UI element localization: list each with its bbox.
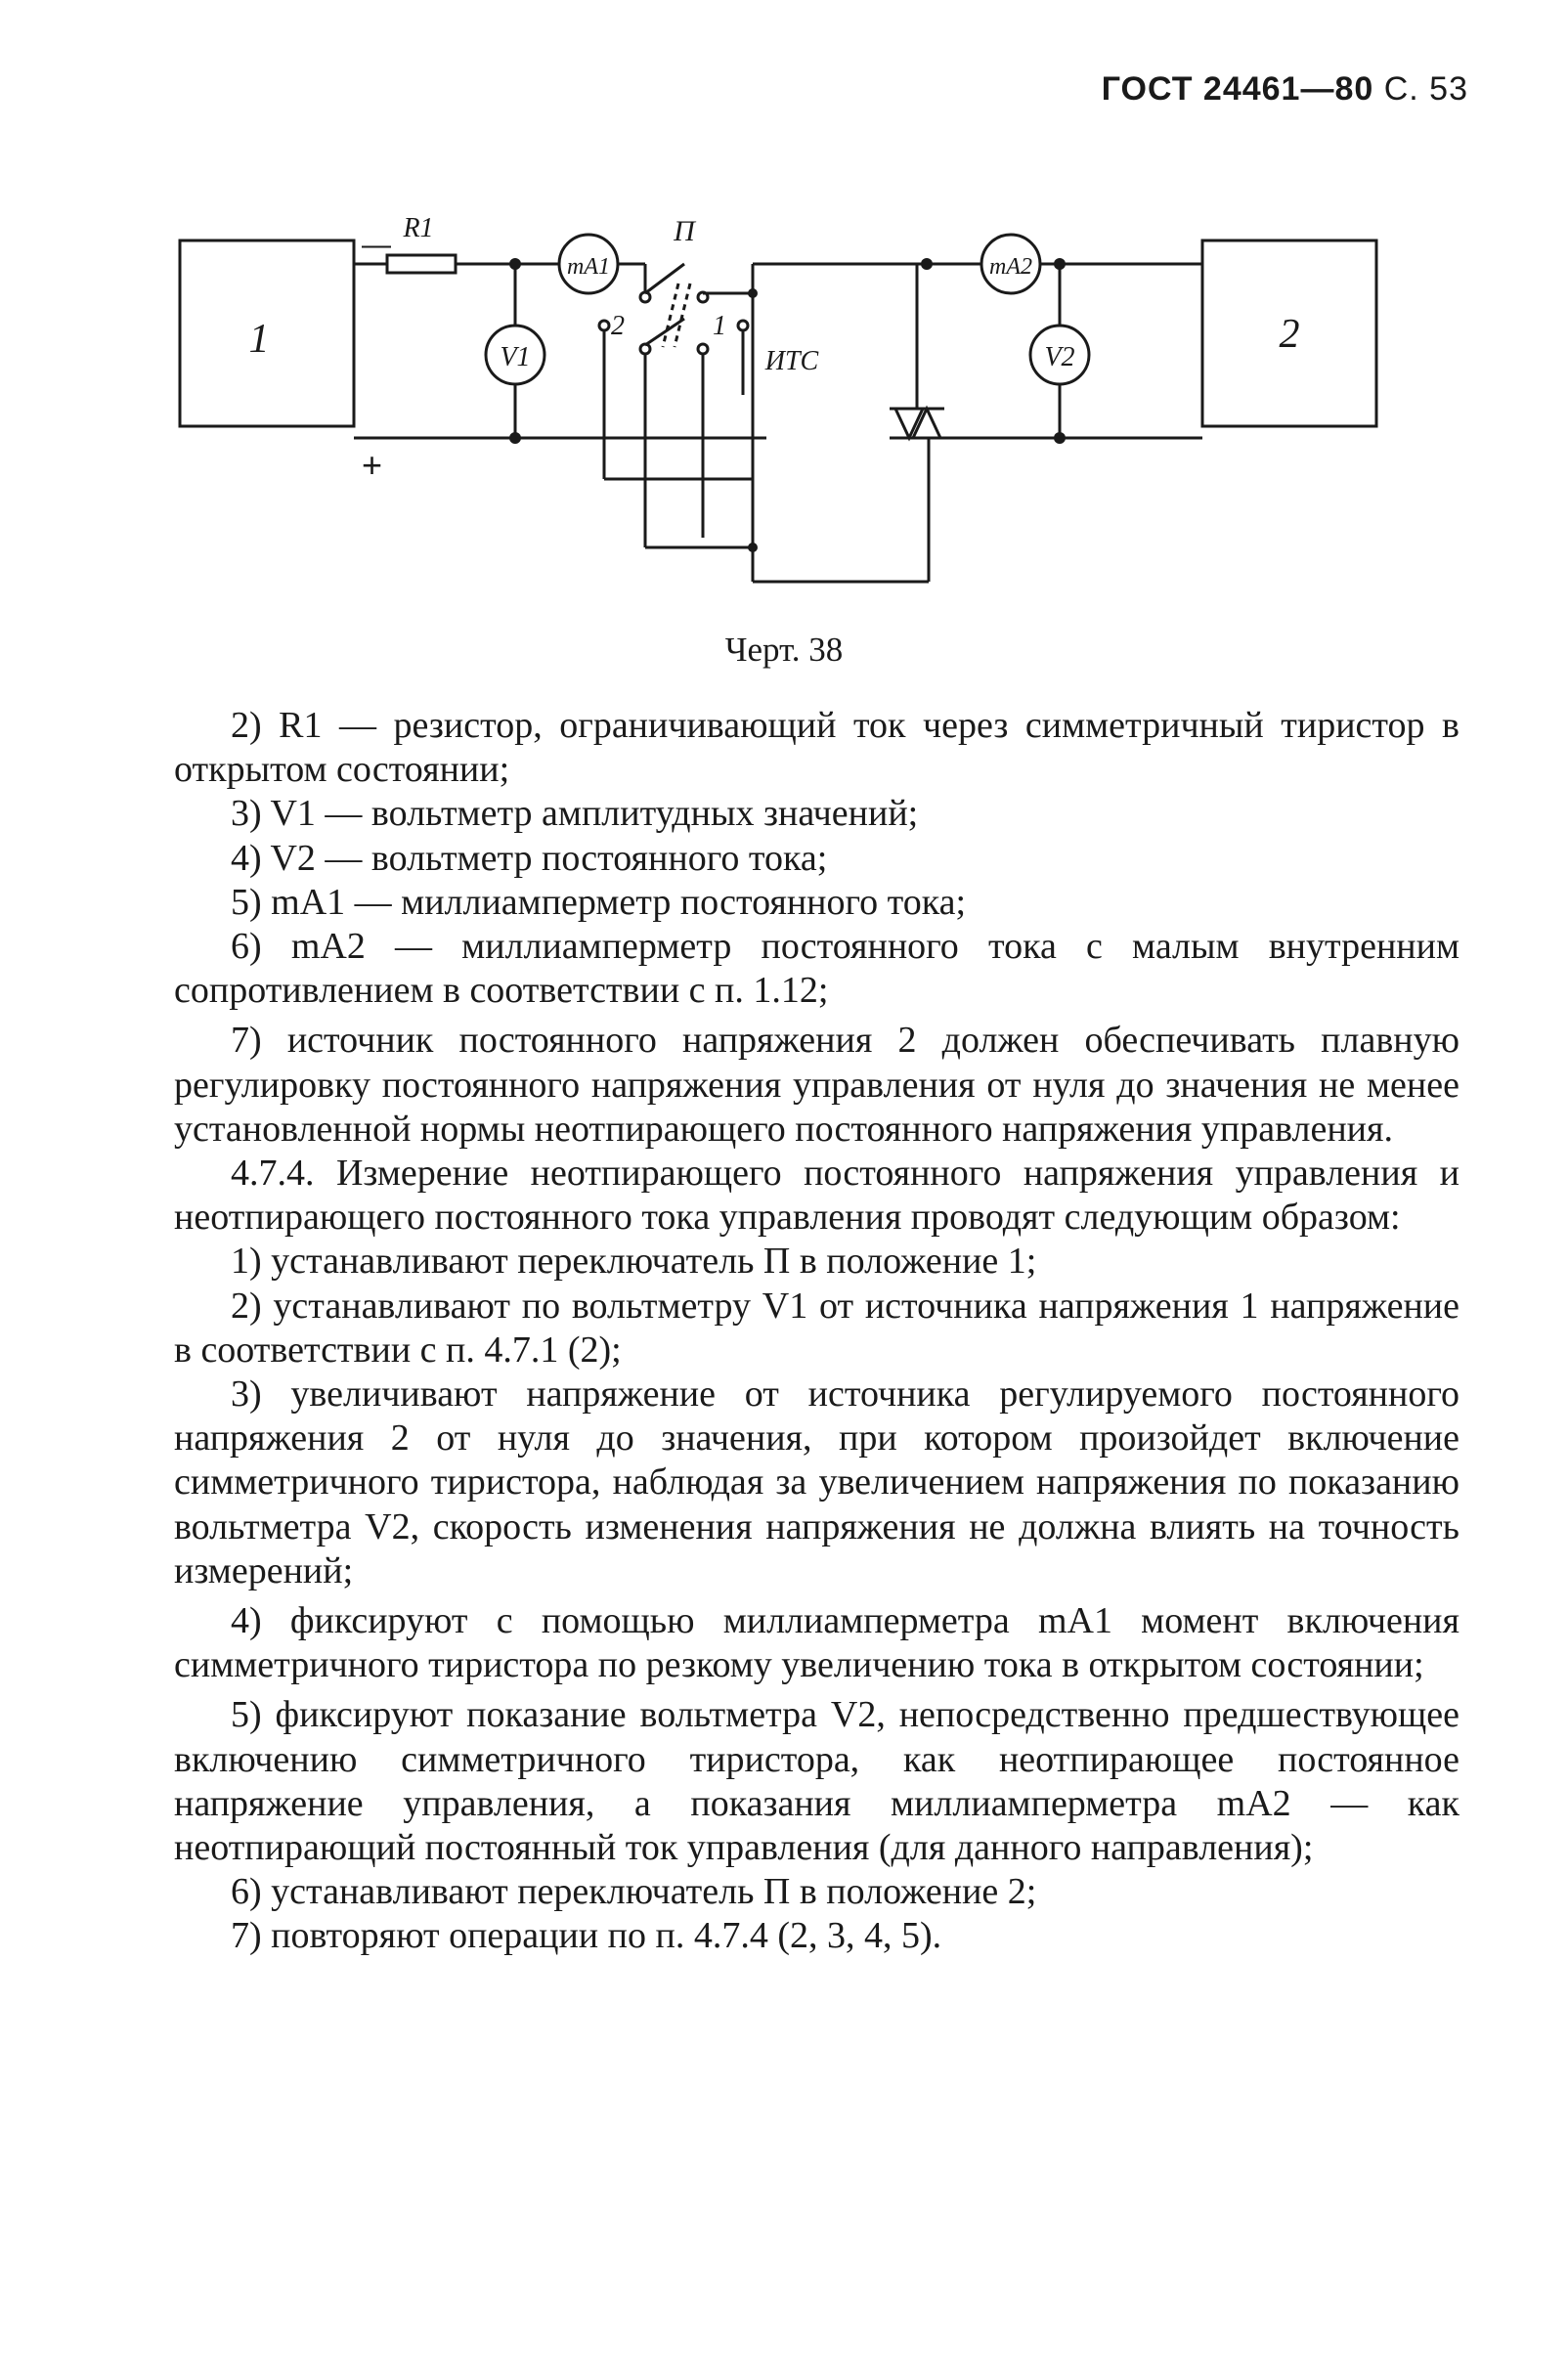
circuit-diagram — [166, 186, 1398, 596]
page-number: С. 53 — [1383, 70, 1468, 108]
list-item: 6) устанавливают переключатель П в положение 2; — [231, 1871, 1037, 1913]
label-block-1: 1 — [248, 317, 270, 362]
body-text — [174, 704, 1459, 1959]
label-v1: V1 — [500, 342, 531, 372]
label-minus: — — [362, 229, 391, 261]
list-item: 7) повторяют операции по п. 4.7.4 (2, 3, 4, 5). — [231, 1915, 942, 1957]
list-item: 5) фиксируют показание вольтметра V2, непосредственно предшествующее включению симметричного тиристора, как неотпирающее постоянное напряжение управления, а показания миллиамперметра mA2 — как неотпирающий постоянный ток управления (для данного направления); — [174, 1694, 1459, 1869]
paragraph: 4.7.4. Измерение неотпирающего постоянного напряжения управления и неотпирающего постоянного тока управления проводят следующим образом: — [174, 1153, 1459, 1239]
list-item: 6) mA2 — миллиамперметр постоянного тока с малым внутренним сопротивлением в соответствии с п. 1.12; — [174, 926, 1459, 1012]
list-item: 3) увеличивают напряжение от источника регулируемого постоянного напряжения 2 от нуля до значения, при котором произойдет включение симметричного тиристора, наблюдая за увеличением напряжения по показанию вольтметра V2, скорость изменения напряжения не должна влиять на точность измерений; — [174, 1373, 1459, 1591]
list-item: 5) mA1 — миллиамперметр постоянного тока; — [231, 881, 967, 923]
label-ma1: mA1 — [567, 254, 610, 280]
page-header — [1102, 70, 1468, 109]
resistor-r1 — [387, 255, 456, 273]
list-item: 4) V2 — вольтметр постоянного тока; — [231, 837, 828, 879]
label-r1: R1 — [403, 213, 434, 243]
label-switch: П — [674, 215, 695, 247]
list-item: 4) фиксируют с помощью миллиамперметра mA1 момент включения симметричного тиристора по резкому увеличению тока в открытом состоянии; — [174, 1600, 1459, 1686]
list-item: 2) R1 — резистор, ограничивающий ток через симметричный тиристор в открытом состоянии; — [174, 705, 1459, 791]
list-item: 3) V1 — вольтметр амплитудных значений; — [231, 793, 919, 835]
label-pos-2: 2 — [611, 311, 625, 341]
label-ma2: mA2 — [989, 254, 1032, 280]
label-block-2: 2 — [1279, 312, 1300, 357]
list-item: 7) источник постоянного напряжения 2 должен обеспечивать плавную регулировку постоянного напряжения управления от нуля до значения не менее установленной нормы неотпирающего постоянного напряжения управления. — [174, 1020, 1459, 1150]
label-v2: V2 — [1044, 342, 1075, 372]
figure-caption: Черт. 38 — [724, 631, 844, 669]
list-item: 1) устанавливают переключатель П в положение 1; — [231, 1241, 1037, 1283]
list-item: 2) устанавливают по вольтметру V1 от источника напряжения 1 напряжение в соответствии с п. 4.7.1 (2); — [174, 1285, 1459, 1371]
label-its: ИТС — [764, 346, 819, 376]
label-pos-1: 1 — [713, 311, 726, 341]
label-plus: + — [362, 445, 383, 485]
gost-number: ГОСТ 24461—80 — [1101, 70, 1374, 108]
